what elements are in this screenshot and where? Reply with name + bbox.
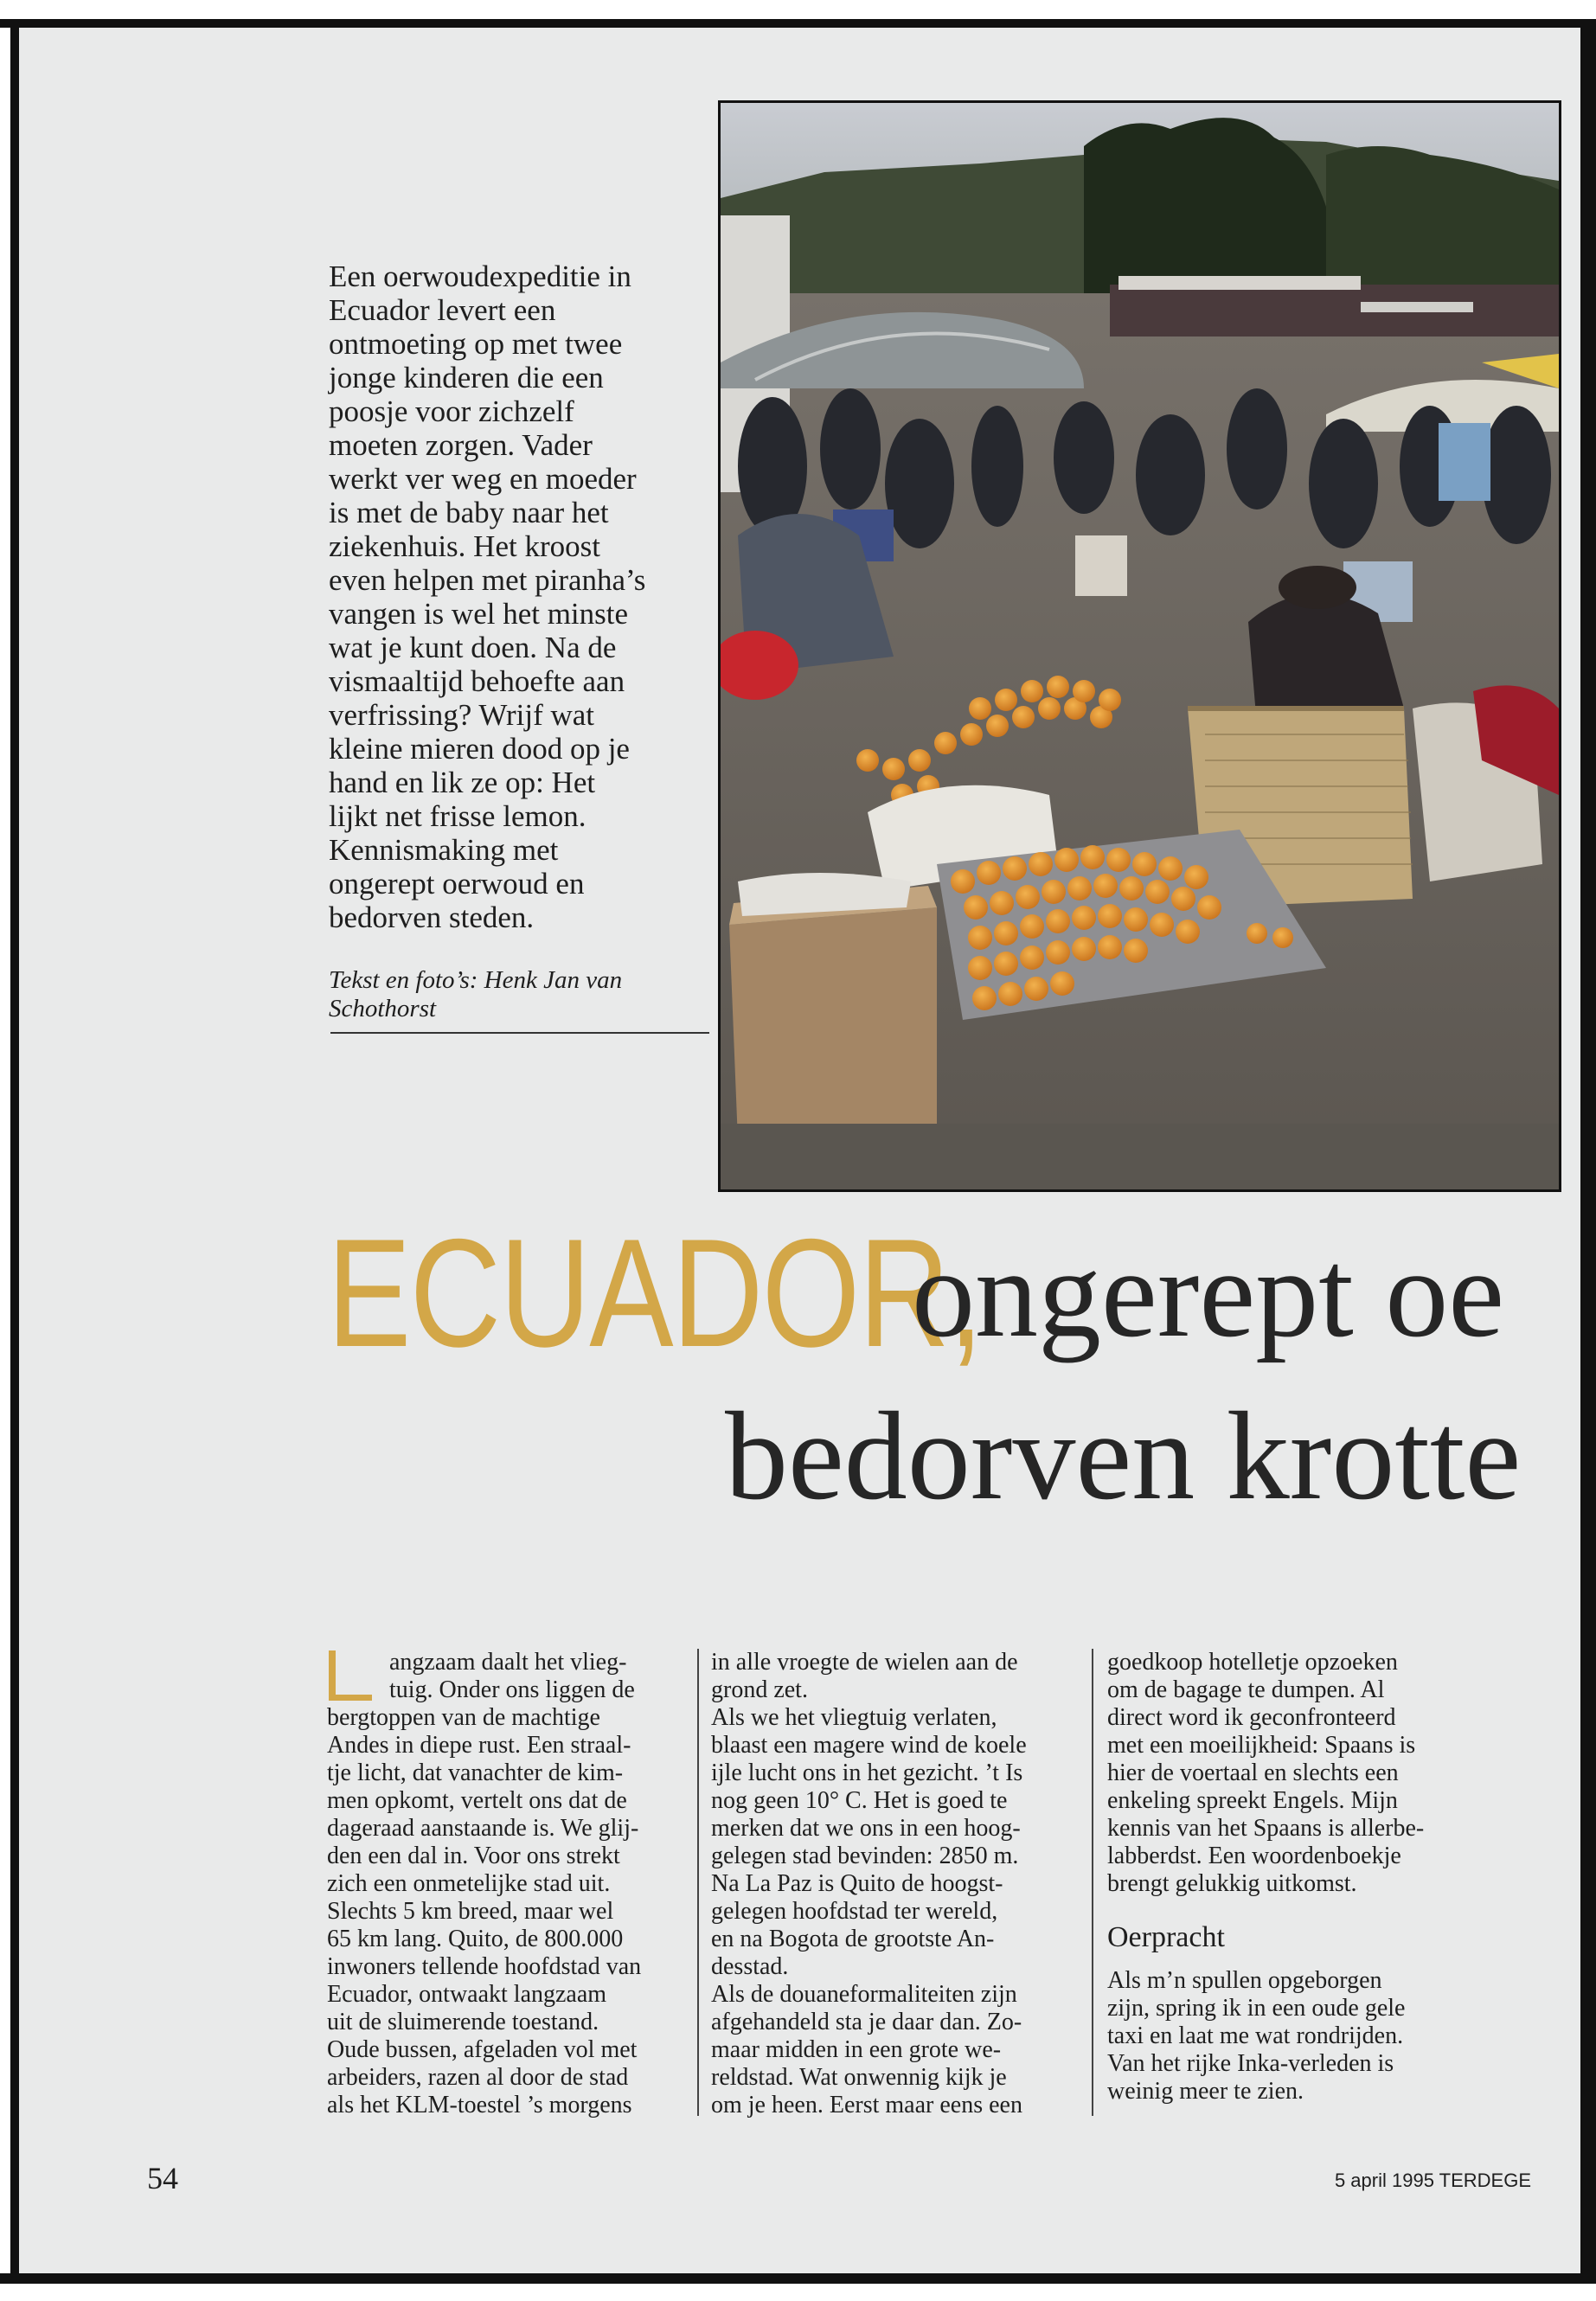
intro-line: ongerept oerwoud en	[329, 867, 585, 901]
intro-line: vangen is wel het minste	[329, 597, 629, 631]
column-divider	[1092, 1649, 1093, 2116]
intro-line: is met de baby naar het	[329, 496, 609, 529]
column-line: taxi en laat me wat rondrijden.	[1107, 2022, 1404, 2049]
column-line: den een dal in. Voor ons strekt	[327, 1843, 620, 1869]
column-line: zich een onmetelijke stad uit.	[327, 1870, 611, 1897]
intro-line: hand en lik ze op: Het	[329, 766, 596, 799]
article-column-2	[711, 1649, 1081, 2119]
column-line: om de bagage te dumpen. Al	[1107, 1676, 1385, 1703]
column-line: om je heen. Eerst maar eens een	[711, 2092, 1022, 2118]
column-line: arbeiders, razen al door de stad	[327, 2064, 629, 2091]
column-line: tje licht, dat vanachter de kim-	[327, 1759, 624, 1786]
intro-line: ziekenhuis. Het kroost	[329, 529, 600, 563]
credit-divider	[330, 1032, 709, 1034]
intro-line: moeten zorgen. Vader	[329, 428, 593, 462]
column-line: desstad.	[711, 1953, 789, 1980]
photo-credit	[329, 966, 709, 1023]
intro-line: verfrissing? Wrijf wat	[329, 698, 595, 732]
column-line: dageraad aanstaande is. We glij-	[327, 1815, 639, 1842]
column-line: Na La Paz is Quito de hoogst-	[711, 1870, 1003, 1897]
headline-line-2: bedorven krotte	[725, 1386, 1522, 1526]
page-number: 54	[147, 2161, 178, 2195]
market-scene-illustration	[721, 103, 1559, 1189]
column-line: gelegen hoofdstad ter wereld,	[711, 1898, 998, 1925]
column-line: in alle vroegte de wielen aan de	[711, 1649, 1018, 1676]
headline-line-1	[327, 1207, 1505, 1379]
intro-line: werkt ver weg en moeder	[329, 462, 637, 496]
column-line: Oude bussen, afgeladen vol met	[327, 2036, 638, 2063]
column-line: afgehandeld sta je daar dan. Zo-	[711, 2009, 1022, 2035]
column-line: nog geen 10° C. Het is goed te	[711, 1787, 1008, 1814]
intro-line: bedorven steden.	[329, 901, 535, 934]
market-photo	[718, 100, 1561, 1192]
credit-line: Schothorst	[329, 995, 437, 1022]
column-line: goedkoop hotelletje opzoeken	[1107, 1649, 1398, 1676]
intro-line: poosje voor zichzelf	[329, 394, 574, 428]
column-line: zijn, spring ik in een oude gele	[1107, 1995, 1406, 2022]
column-line: grond zet.	[711, 1676, 808, 1703]
frame-top-border	[0, 19, 1596, 28]
intro-line: ontmoeting op met twee	[329, 327, 623, 361]
column-line: Ecuador, ontwaakt langzaam	[327, 1981, 607, 2008]
intro-line: even helpen met piranha’s	[329, 563, 646, 597]
column-line: reldstad. Wat onwennig kijk je	[711, 2064, 1007, 2091]
column-line: hier de voertaal en slechts een	[1107, 1759, 1399, 1786]
intro-line: kleine mieren dood op je	[329, 732, 630, 766]
column-line: merken dat we ons in een hoog-	[711, 1815, 1021, 1842]
column-line: Van het rijke Inka-verleden is	[1107, 2050, 1394, 2077]
intro-line: lijkt net frisse lemon.	[329, 799, 586, 833]
column-divider	[697, 1649, 699, 2116]
column-line: direct word ik geconfronteerd	[1107, 1704, 1396, 1731]
column-line: Als we het vliegtuig verlaten,	[711, 1704, 997, 1731]
frame-bottom-border	[0, 2273, 1596, 2284]
column-line: brengt gelukkig uitkomst.	[1107, 1870, 1357, 1897]
intro-line: wat je kunt doen. Na de	[329, 631, 617, 664]
column-line: inwoners tellende hoofdstad van	[327, 1953, 642, 1980]
credit-line: Tekst en foto’s: Henk Jan van	[329, 966, 623, 994]
issue-footer: 5 april 1995 TERDEGE	[1334, 2170, 1531, 2191]
column-line: Als m’n spullen opgeborgen	[1107, 1967, 1382, 1994]
intro-line: vismaaltijd behoefte aan	[329, 664, 625, 698]
column-line: maar midden in een grote we-	[711, 2036, 1002, 2063]
column-line: bergtoppen van de machtige	[327, 1704, 600, 1731]
column-line: angzaam daalt het vlieg-	[389, 1649, 627, 1676]
column-line: Andes in diepe rust. Een straal-	[327, 1732, 631, 1759]
column-line: tuig. Onder ons liggen de	[389, 1676, 635, 1703]
frame-left-border	[10, 19, 19, 2284]
column-line: als het KLM-toestel ’s morgens	[327, 2092, 632, 2118]
article-column-1	[327, 1649, 690, 2119]
column-line: met een moeilijkheid: Spaans is	[1107, 1732, 1416, 1759]
headline-rest: ongerept oe	[912, 1223, 1505, 1363]
column-line: Als de douaneformaliteiten zijn	[711, 1981, 1017, 2008]
column-line: ijle lucht ons in het gezicht. ’t Is	[711, 1759, 1023, 1786]
column-line: 65 km lang. Quito, de 800.000	[327, 1926, 624, 1952]
column-line: labberdst. Een woordenboekje	[1107, 1843, 1401, 1869]
column-line: men opkomt, vertelt ons dat de	[327, 1787, 627, 1814]
column-line: gelegen stad bevinden: 2850 m.	[711, 1843, 1019, 1869]
column-line: enkeling spreekt Engels. Mijn	[1107, 1787, 1398, 1814]
intro-line: Ecuador levert een	[329, 293, 556, 327]
frame-right-border	[1580, 19, 1596, 2284]
section-subheading: Oerpracht	[1107, 1921, 1225, 1953]
intro-line: jonge kinderen die een	[329, 361, 604, 394]
column-line: uit de sluimerende toestand.	[327, 2009, 599, 2035]
headline-accent: ECUADOR,	[327, 1207, 983, 1379]
column-line: Slechts 5 km breed, maar wel	[327, 1898, 614, 1925]
intro-line: Kennismaking met	[329, 833, 559, 867]
intro-line: Een oerwoudexpeditie in	[329, 260, 631, 293]
column-line: weinig meer te zien.	[1107, 2078, 1304, 2105]
column-line: kennis van het Spaans is allerbe-	[1107, 1815, 1425, 1842]
intro-paragraph	[329, 260, 709, 934]
column-line: blaast een magere wind de koele	[711, 1732, 1027, 1759]
article-column-3	[1107, 1649, 1514, 2106]
column-line: en na Bogota de grootste An-	[711, 1926, 995, 1952]
